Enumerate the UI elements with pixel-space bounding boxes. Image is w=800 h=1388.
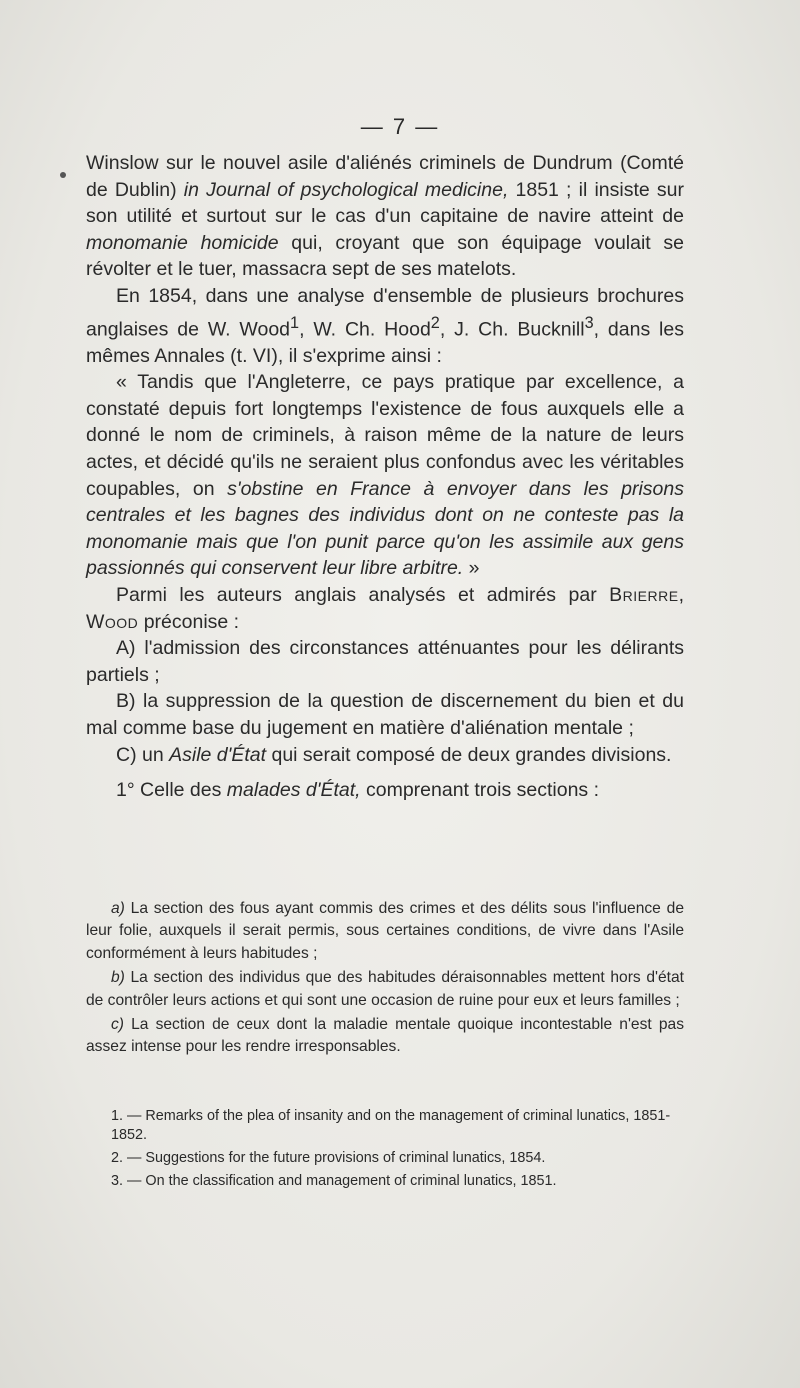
term-monomanie-homicide: monomanie homicide [86, 231, 279, 254]
author-brierre: Brierre [609, 584, 679, 606]
term-asile-etat: Asile d'État [169, 743, 267, 766]
section-a: a) La section des fous ayant commis des crimes et des délits sous l'influence de leur folie, auxquels il serait permis, sous certaines conditions, de vivre dans l'Asile conformément à leurs habitudes ; [86, 900, 684, 962]
division-1: 1° Celle des malades d'État, comprenant trois sections : [116, 779, 600, 802]
footnote-2: 2. — Suggestions for the future provisions of criminal lunatics, 1854. [111, 1150, 546, 1166]
journal-title: in Journal of psychological medicine, [183, 178, 509, 201]
footnote-ref-1: 1 [290, 313, 300, 332]
paragraph-authors: Parmi les auteurs anglais analysés et admirés par Brierre, Wood préconise : [86, 584, 684, 633]
quote-italic: s'obstine en France à envoyer dans les prisons centrales et les bagnes des individus dont on ne conteste pas la monomanie mais que l'on punit parce qu'on les assimile aux gens passionnés qui conservent leur libre arbitre. [86, 477, 684, 580]
item-a: A) l'admission des circonstances atténuantes pour les délirants partiels ; [86, 637, 684, 686]
section-b: b) La section des individus que des habitudes déraisonnables mettent hors d'état de contrôler leurs actions et qui sont une occasion de ruine pour eux et leurs familles ; [86, 969, 684, 1009]
footnotes [86, 1107, 684, 1195]
footnote-3: 3. — On the classification and management of criminal lunatics, 1851. [111, 1173, 557, 1189]
paragraph-quote: « Tandis que l'Angleterre, ce pays pratique par excellence, a constaté depuis fort longtemps l'existence de fous auxquels elle a donné le nom de criminels, à raison même de la nature de leurs actes, et décidé qu'ils ne seraient plus confondus avec les véritables coupables, on s'obstine en France à envoyer dans les prisons centrales et les bagnes des individus dont on ne conteste pas la monomanie mais que l'on punit parce qu'on les assimile aux gens passionnés qui conservent leur libre arbitre. » [86, 371, 684, 580]
footnote-ref-2: 2 [430, 313, 440, 332]
item-c: C) un Asile d'État qui serait composé de deux grandes divisions. [116, 743, 672, 766]
paragraph-1854: En 1854, dans une analyse d'ensemble de plusieurs brochures anglaises de W. Wood$^1$, W. Ch. Hood$^2$, J. Ch. Bucknill$^3$, dans les mêmes Annales (t. VI), il s'exprime ainsi : [86, 284, 684, 367]
term-malades-etat: malades d'État, [226, 779, 361, 802]
footnote-1: 1. — Remarks of the plea of insanity and on the management of criminal lunatics, 1851-1852. [111, 1108, 671, 1143]
item-b: B) la suppression de la question de discernement du bien et du mal comme base du jugement en matière d'aliénation mentale ; [86, 690, 684, 739]
sections-list [86, 898, 684, 1059]
main-text [86, 150, 684, 804]
paragraph-dundrum: Winslow sur le nouvel asile d'aliénés criminels de Dundrum (Comté de Dublin) in Journal of psychological medicine, 1851 ; il insiste sur son utilité et surtout sur le cas d'un capitaine de navire atteint de monomanie homicide qui, croyant que son équipage voulait se révolter et le tuer, massacra sept de ses matelots. [86, 152, 684, 281]
margin-mark [60, 172, 66, 178]
page-number: — 7 — [360, 114, 440, 139]
footnote-ref-3: 3 [584, 313, 594, 332]
section-c: c) La section de ceux dont la maladie mentale quoique incontestable n'est pas assez intense pour les rendre irresponsables. [86, 1016, 684, 1056]
author-wood: Wood [86, 610, 139, 633]
